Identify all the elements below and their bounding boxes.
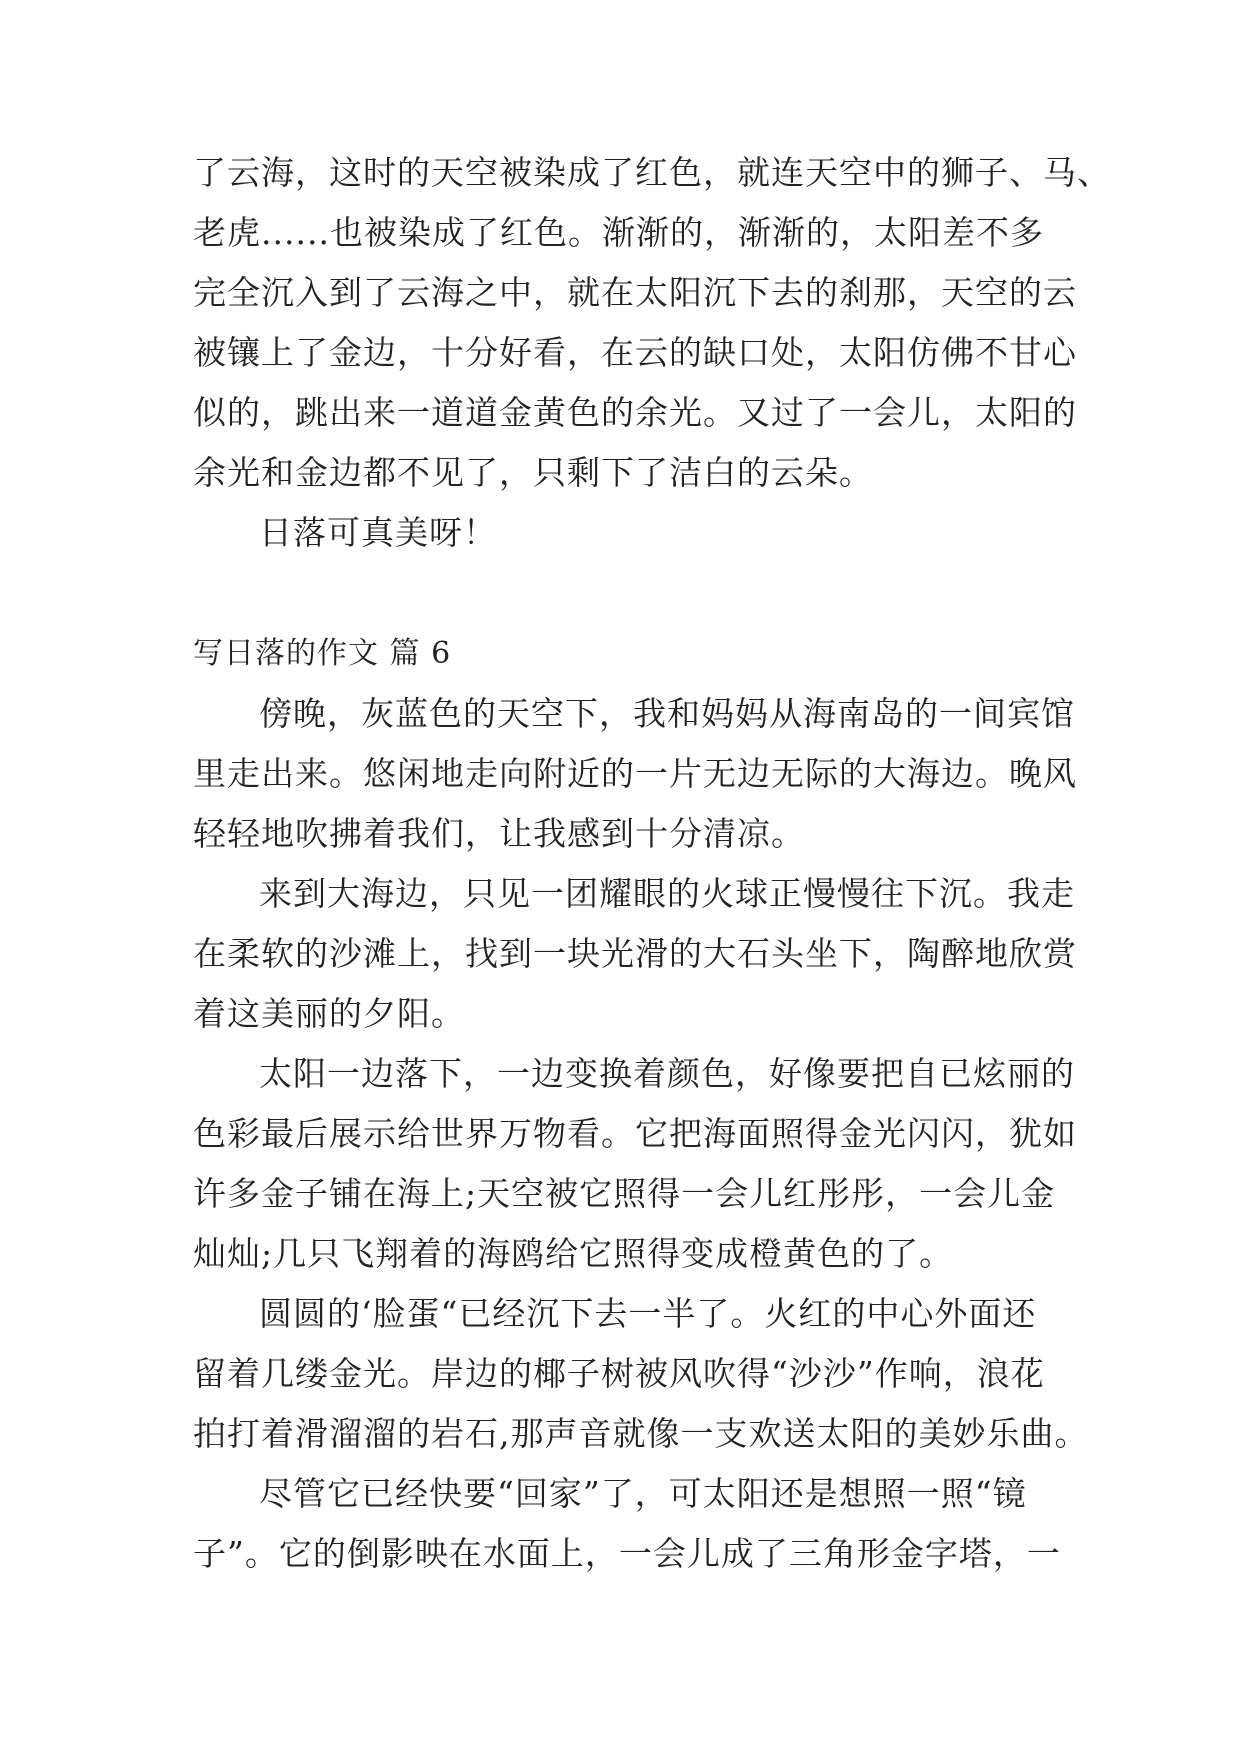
paragraph xyxy=(193,1044,1077,1284)
text-block-essay-6 xyxy=(193,684,1089,1584)
text-line: 在柔软的沙滩上，找到一块光滑的大石头坐下，陶醉地欣赏 xyxy=(193,934,1077,973)
text-line: 留着几缕金光。岸边的椰子树被风吹得“沙沙”作响，浪花 xyxy=(193,1354,1045,1393)
text-line: 似的，跳出来一道道金黄色的余光。又过了一会儿，太阳的 xyxy=(193,393,1077,432)
text-line: 许多金子铺在海上;天空被它照得一会儿红彤彤，一会儿金 xyxy=(193,1174,1056,1213)
paragraph xyxy=(193,1464,1061,1584)
text-block-continuation xyxy=(193,143,1111,563)
text-line: 余光和金边都不见了，只剩下了洁白的云朵。 xyxy=(193,453,873,492)
paragraph xyxy=(193,503,1053,563)
text-line: 被镶上了金边，十分好看，在云的缺口处，太阳仿佛不甘心 xyxy=(193,333,1077,372)
text-line: 着这美丽的夕阳。 xyxy=(193,994,465,1033)
text-line: 里走出来。悠闲地走向附近的一片无边无际的大海边。晚风 xyxy=(193,754,1077,793)
text-line: 老虎......也被染成了红色。渐渐的，渐渐的，太阳差不多 xyxy=(193,213,1044,252)
text-line: 尽管它已经快要“回家”了，可太阳还是想照一照“镜 xyxy=(259,1474,1027,1513)
text-line: 圆圆的‘脸蛋“已经沉下去一半了。火红的中心外面还 xyxy=(259,1294,1037,1333)
text-line: 色彩最后展示给世界万物看。它把海面照得金光闪闪，犹如 xyxy=(193,1114,1077,1153)
text-line: 拍打着滑溜溜的岩石,那声音就像一支欢送太阳的美妙乐曲。 xyxy=(193,1414,1089,1453)
essay-heading: 写日落的作文 篇 6 xyxy=(193,636,452,671)
text-line: 灿灿;几只飞翔着的海鸥给它照得变成橙黄色的了。 xyxy=(193,1234,954,1273)
paragraph xyxy=(193,684,1077,864)
text-line: 轻轻地吹拂着我们，让我感到十分清凉。 xyxy=(193,814,805,853)
text-line: 日落可真美呀！ xyxy=(259,513,497,552)
text-line: 完全沉入到了云海之中，就在太阳沉下去的刹那，天空的云 xyxy=(193,273,1077,312)
paragraph xyxy=(193,143,1111,503)
paragraph xyxy=(193,864,1077,1044)
text-line: 傍晚，灰蓝色的天空下，我和妈妈从海南岛的一间宾馆 xyxy=(259,694,1075,733)
paragraph xyxy=(193,1284,1089,1464)
text-line: 子”。它的倒影映在水面上，一会儿成了三角形金字塔，一 xyxy=(193,1534,1061,1573)
text-line: 了云海，这时的天空被染成了红色，就连天空中的狮子、马、 xyxy=(193,153,1111,192)
text-line: 来到大海边，只见一团耀眼的火球正慢慢往下沉。我走 xyxy=(259,874,1075,913)
text-line: 太阳一边落下，一边变换着颜色，好像要把自已炫丽的 xyxy=(259,1054,1075,1093)
